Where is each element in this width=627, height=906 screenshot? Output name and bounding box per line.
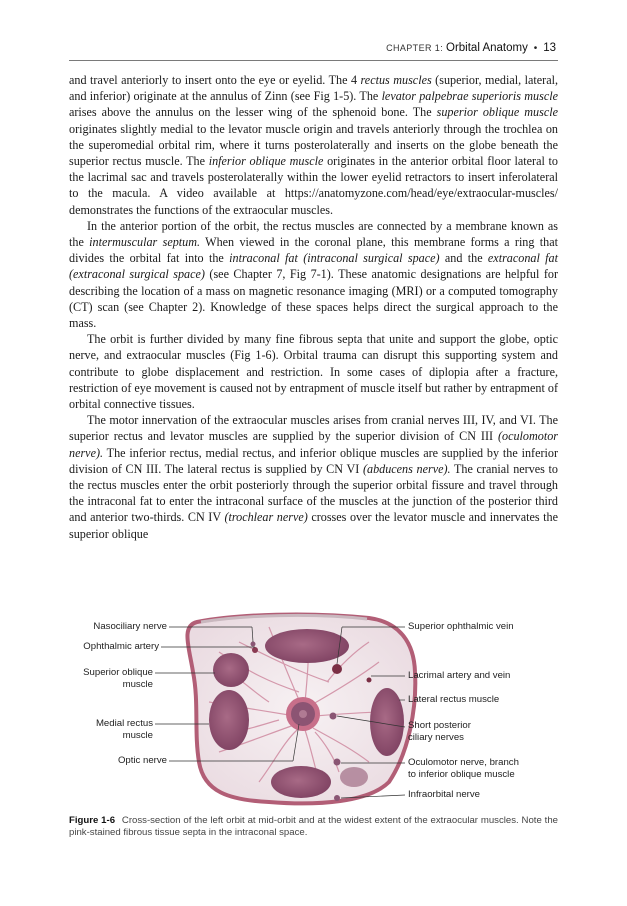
text-run: and travel anteriorly to insert onto the eye or eyelid. The 4 (69, 73, 361, 87)
oculomotor-branch-bundle (334, 759, 341, 766)
label-short-posterior-ciliary-nerves: Short posterior ciliary nerves (408, 720, 471, 743)
header-separator: • (533, 43, 538, 54)
italic-term: (trochlear nerve) (224, 510, 308, 525)
page-number: 13 (543, 42, 556, 54)
text-run: The inferior rectus, medial rectus, and inferior oblique muscles are supplied by the inferior division of CN III. The lateral rectus is supplied by CN VI (69, 445, 558, 476)
ciliary-nerve-bundle (330, 713, 337, 720)
label-infraorbital-nerve: Infraorbital nerve (408, 789, 480, 800)
text-run: and the (439, 251, 488, 266)
lacrimal-vessel (367, 678, 372, 683)
label-oculomotor-nerve-branch: Oculomotor nerve, branch to inferior oblique muscle (408, 757, 519, 780)
italic-term: superior oblique muscle (436, 105, 558, 120)
figure-caption (69, 815, 558, 839)
chapter-label: CHAPTER 1: (386, 43, 444, 53)
text-run: crosses over the levator muscle and innervates the superior oblique (69, 510, 558, 541)
italic-term: rectus muscles (360, 73, 432, 87)
optic-nerve-center (299, 710, 307, 718)
body-paragraph (69, 218, 558, 331)
chapter-title: Orbital Anatomy (446, 42, 528, 54)
body-paragraph (69, 72, 558, 218)
body-paragraph (69, 412, 558, 542)
label-optic-nerve: Optic nerve (117, 755, 167, 766)
infraorbital-nerve-bundle (334, 795, 340, 801)
body-paragraph (69, 331, 558, 412)
orbit-specimen (187, 615, 415, 804)
header-rule (69, 60, 558, 61)
label-ophthalmic-artery: Ophthalmic artery (83, 641, 159, 652)
running-head (300, 42, 556, 54)
inferior-rectus-muscle (271, 766, 331, 798)
text-run: The motor innervation of the extraocular muscles arises from cranial nerves III, IV, and VI. The superior rectus and levator muscles are supplied by the superior division of CN III (69, 413, 558, 444)
label-superior-ophthalmic-vein: Superior ophthalmic vein (408, 621, 514, 632)
text-run: (see Chapter 7, Fig 7-1). These anatomic designations are helpful for describing the location of a mass on magnetic resonance imaging (MRI) or a computed tomography (CT) scan (see Chapter 2). Knowledge of these spaces helps direct the surgical approach to the mass. (69, 267, 558, 331)
italic-term: extraconal fat (extraconal surgical space) (69, 251, 558, 282)
nasociliary-nerve-bundle (251, 642, 256, 647)
italic-term: intermuscular septum. (89, 235, 201, 250)
label-lateral-rectus-muscle: Lateral rectus muscle (408, 694, 500, 705)
medial-rectus-muscle (209, 690, 249, 750)
caption-figure-label: Figure 1-6 (69, 815, 116, 826)
italic-term: (abducens nerve). (362, 461, 451, 476)
text-run: When viewed in the coronal plane, this membrane forms a ring that divides the orbital fat into the (69, 235, 558, 266)
caption-text: Cross-section of the left orbit at mid-orbit and at the widest extent of the extraocular muscles. Note the pink-stained fibrous tissue septa in the intraconal space. (69, 815, 558, 838)
label-nasociliary-nerve: Nasociliary nerve (93, 621, 167, 632)
text-run: originates in the anterior orbital floor lateral to the lacrimal sac and travels posterolaterally within the lower eyelid retractors to insert inferolateral to the macula. A video available at https://anatomyzone.com/head/eye/extraocular-muscles/ demonstrates the functions of the extraocular muscles. (69, 154, 559, 217)
inferior-oblique-region (340, 767, 368, 787)
text-run: arises above the annulus on the lesser wing of the sphenoid bone. The (69, 105, 437, 120)
superior-oblique-muscle (213, 653, 249, 687)
label-lacrimal-artery-vein: Lacrimal artery and vein (408, 670, 511, 681)
text-run: The orbit is further divided by many fine fibrous septa that unite and support the globe, optic nerve, and extraocular muscles (Fig 1-6). Orbital trauma can disrupt this supporting system and contribute to globe displacement and restriction. In some cases of diplopia after a fracture, restriction of eye movement is caused not by entrapment of muscle itself but rather by entrapment of orbital connective tissues. (69, 332, 558, 412)
text-run: In the anterior portion of the orbit, the rectus muscles are connected by a membrane known as the (69, 218, 558, 250)
italic-term: inferior oblique muscle (208, 154, 324, 169)
italic-term: levator palpebrae superioris muscle (381, 89, 558, 104)
figure-1-6 (69, 612, 558, 810)
label-superior-oblique-muscle: Superior oblique muscle (83, 667, 153, 690)
italic-term: intraconal fat (intraconal surgical space) (229, 251, 440, 266)
italic-term: (oculomotor nerve). (69, 429, 558, 460)
body-text (69, 72, 558, 542)
text-run: originates slightly medial to the levator muscle origin and travels anteriorly through the trochlea on the superomedial orbital rim, where it turns posterolaterally and inserts on the globe beneath the superior rectus muscle. The (69, 121, 558, 169)
text-run: The cranial nerves to the rectus muscles enter the orbit posteriorly through the superior orbital fissure and travel through the intraconal fat to enter the intraconal surface of the muscles at the junction of the posterior third and anterior two-thirds. CN IV (69, 461, 558, 525)
label-medial-rectus-muscle: Medial rectus muscle (95, 718, 153, 741)
superior-ophthalmic-vein-vessel (332, 664, 342, 674)
superior-rectus-levator-muscle (265, 629, 349, 663)
ophthalmic-artery-vessel (252, 647, 258, 653)
text-run: (superior, medial, lateral, and inferior) originate at the annulus of Zinn (see Fig 1-5). The (69, 73, 558, 104)
